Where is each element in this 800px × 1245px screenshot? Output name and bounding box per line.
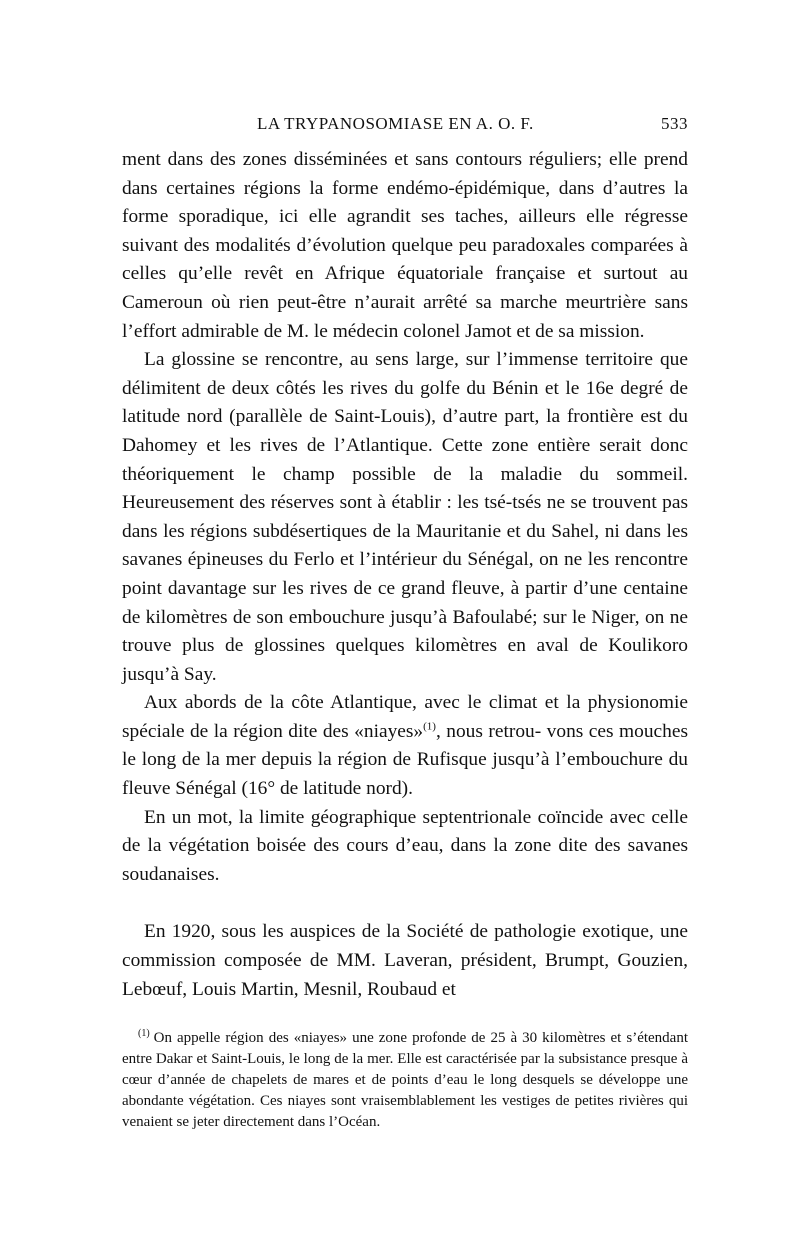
paragraph-5: En 1920, sous les auspices de la Société de pathologie exotique, une commission composée de MM. Laveran, président, Brumpt, Gouzien, Lebœuf, Louis Martin, Mesnil, Roubaud et <box>122 921 688 1000</box>
running-title: LA TRYPANOSOMIASE EN A. O. F. <box>257 114 534 133</box>
body-text <box>122 146 688 1004</box>
paragraph-2: La glossine se rencontre, au sens large, sur l’immense territoire que délimitent de deux côtés les rives du golfe du Bénin et le 16e degré de latitude nord (parallèle de Saint-Louis), d’autre part, la frontière est du Dahomey et les rives de l’Atlantique. Cette zone entière serait donc théoriquement le champ possible de la maladie du sommeil. Heureusement des réserves sont à établir : les tsé-tsés ne se trouvent pas dans les régions subdésertiques de la Mauritanie et du Sahel, ni dans les savanes épineuses du Ferlo et l’intérieur du Sénégal, on ne les rencontre point davantage sur les rives de ce grand fleuve, à partir d’une centaine de kilomètres de son embouchure jusqu’à Bafoulabé; sur le Niger, on ne trouve plus de glossines quelques kilomètres en aval de Koulikoro jusqu’à Say. <box>122 349 688 685</box>
book-page <box>122 114 688 1133</box>
paragraph-4: En un mot, la limite géographique septentrionale coïncide avec celle de la végétation boisée des cours d’eau, dans la zone dite des savanes soudanaises. <box>122 806 688 885</box>
paragraph-3-tail: , nous retrou- <box>435 720 542 742</box>
paragraph-3-text: Aux abords de la côte Atlantique, avec le climat et la physionomie spéciale de la région dite des «niayes» <box>122 692 688 742</box>
paragraph-3-continuation: vons ces mouches le long de la mer depuis la région de Rufisque jusqu’à l’embouchure du fleuve Sénégal (16° de latitude nord). <box>122 720 688 800</box>
footnotes <box>122 1028 688 1133</box>
paragraph-1: ment dans des zones disséminées et sans contours réguliers; elle prend dans certaines régions la forme endémo-épidémique, dans d’autres la forme sporadique, ici elle agrandit ses taches, ailleurs elle régresse suivant des modalités d’évolution quelque peu paradoxales comparées à celles qu’elle revêt en Afrique équatoriale française et surtout au Cameroun où rien peut-être n’aurait arrêté sa marche meurtrière sans l’effort admirable de M. le médecin colonel Jamot et de sa mission. <box>122 149 688 342</box>
page-number: 533 <box>661 114 688 133</box>
footnote-1 <box>122 1028 688 1133</box>
page-header <box>122 114 688 146</box>
paragraph-3 <box>122 689 688 803</box>
footnote-reference[interactable]: (1) <box>423 720 436 733</box>
footnote-number: (1) <box>138 1028 150 1040</box>
footnote-text: On appelle région des «niayes» une zone profonde de 25 à 30 kilomètres et s’étendant entre Dakar et Saint-Louis, le long de la mer. Elle est caractérisée par la subsistance presque à cœur d’année de chapelets de mares et de points d’eau le long desquels se développe une abondante végétation. Ces niayes sont vraisemblablement les vestiges de petites rivières qui venaient se jeter directement dans l’Océan. <box>122 1030 688 1131</box>
